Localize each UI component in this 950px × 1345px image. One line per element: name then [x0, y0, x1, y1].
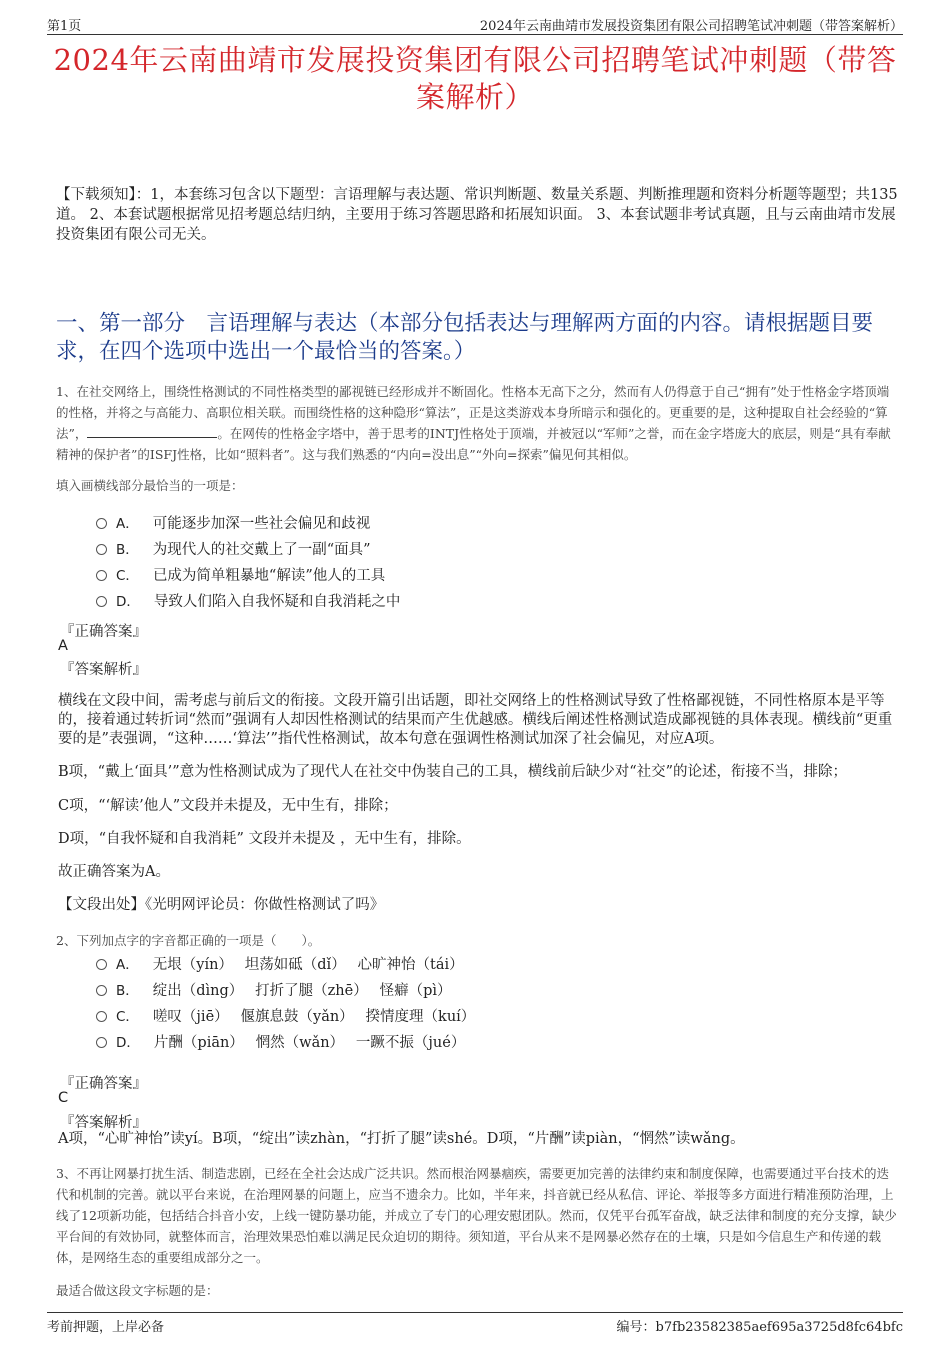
footer-slogan: 考前押题，上岸必备	[47, 1320, 165, 1335]
page-header	[47, 14, 903, 35]
question-1-text: 1、在社交网络上，围绕性格测试的不同性格类型的鄙视链已经形成并不断固化。性格本无高下之分，然而有人仍得意于自己“拥有”处于性格金字塔顶端的性格，并将之与高能力、高职位相关联。而围绕性格的这种隐形“算法”，正是这类游戏本身所暗示和强化的。更重要的是，这种提取自社会经验的“算法”， 。在网传的性格金字塔中，善于思考的INTJ性格处于顶端，并被冠以“军师”之誉，而在金字塔庞大的底层，则是“具有奉献精神的保护者”的ISFJ性格，比如“照料者”。这与我们熟悉的“内向=没出息”“外向=探索”偏见何其相似。	[56, 384, 891, 462]
analysis-label: 『答案解析』	[60, 1115, 147, 1131]
section-heading: 一、第一部分 言语理解与表达（本部分包括表达与理解两方面的内容。请根据题目要求，在四个选项中选出一个最恰当的答案。）	[56, 311, 874, 364]
footer-doc-id: 编号：b7fb23582385aef695a3725d8fc64bfc	[616, 1320, 903, 1335]
header-doc-title: 2024年云南曲靖市发展投资集团有限公司招聘笔试冲刺题（带答案解析）	[479, 19, 903, 34]
question-3-text: 3、不再让网暴打扰生活、制造悲剧，已经在全社会达成广泛共识。然而根治网暴痼疾，需要更加完善的法律约束和制度保障，也需要通过平台技术的迭代和机制的完善。就以平台来说，在治理网暴的问题上，应当不遗余力。比如，半年来，抖音就已经从私信、评论、举报等多方面进行精准预防治理，上线了12项新功能，包括结合抖音小安，上线一键防暴功能，并成立了专门的心理安慰团队。然而，仅凭平台孤军奋战，缺乏法律和制度的充分支撑，缺少平台间的有效协同，就整体而言，治理效果恐怕难以满足民众迫切的期待。须知道，平台从来不是网暴必然存在的土壤，只是如今信息生产和传递的载体，是网络生态的重要组成部分之一。	[56, 1166, 897, 1265]
option-c[interactable]: C． 已成为简单粗暴地“解读”他人的工具	[96, 564, 385, 586]
analysis-paragraph: B项，“戴上‘面具’”意为性格测试成为了现代人在社交中伪装自己的工具，横线前后缺少对“社交”的论述，衔接不当，排除；	[58, 764, 848, 780]
radio-icon[interactable]	[96, 959, 107, 970]
option-d[interactable]: D． 导致人们陷入自我怀疑和自我消耗之中	[96, 590, 400, 612]
radio-icon[interactable]	[96, 985, 107, 996]
radio-icon[interactable]	[96, 1011, 107, 1022]
option-b[interactable]: B． 绽出（dìng） 打折了腿（zhē） 怪癖（pì）	[96, 979, 452, 1001]
correct-answer: C	[58, 1090, 69, 1106]
radio-icon[interactable]	[96, 518, 107, 529]
analysis-paragraph: 横线在文段中间，需考虑与前后文的衔接。文段开篇引出话题，即社交网络上的性格测试导致了性格鄙视链，不同性格原本是平等的，接着通过转折词“然而”强调有人却因性格测试的结果而产生优越感。横线后阐述性格测试造成鄙视链的具体表现。横线前“更重要的是”表强调，“这种……‘算法’”指代性格测试，故本句意在强调性格测试加深了社会偏见，对应A项。	[58, 693, 893, 747]
question-3-prompt: 最适合做这段文字标题的是：	[56, 1283, 219, 1298]
source-citation: 【文段出处】《光明网评论员：你做性格测试了吗》	[58, 897, 385, 913]
question-1-prompt: 填入画横线部分最恰当的一项是：	[56, 478, 244, 493]
document-title: 2024年云南曲靖市发展投资集团有限公司招聘笔试冲刺题（带答案解析）	[53, 43, 897, 114]
correct-answer: A	[58, 638, 68, 654]
correct-answer-label: 『正确答案』	[60, 624, 147, 640]
fill-blank	[87, 425, 217, 438]
analysis-paragraph: D项，“自我怀疑和自我消耗” 文段并未提及 ，无中生有，排除。	[58, 831, 471, 847]
option-b[interactable]: B． 为现代人的社交戴上了一副“面具”	[96, 538, 371, 560]
question-2-text: 2、下列加点字的字音都正确的一项是（ ）。	[56, 933, 321, 948]
radio-icon[interactable]	[96, 544, 107, 555]
radio-icon[interactable]	[96, 570, 107, 581]
page-number: 第1页	[47, 19, 82, 34]
analysis-label: 『答案解析』	[60, 662, 147, 678]
analysis-paragraph: A项，“心旷神怡”读yí。B项，“绽出”读zhàn，“打折了腿”读shé。D项，“片酬”读piàn，“惘然”读wǎng。	[58, 1131, 745, 1147]
radio-icon[interactable]	[96, 1037, 107, 1048]
option-c[interactable]: C． 嗟叹（jiē） 偃旗息鼓（yǎn） 揆情度理（kuí）	[96, 1005, 475, 1027]
analysis-paragraph: 故正确答案为A。	[58, 864, 170, 880]
page-footer	[47, 1312, 903, 1335]
analysis-paragraph: C项，“‘解读’他人”文段并未提及，无中生有，排除；	[58, 798, 398, 814]
download-notice: 【下载须知】：1，本套练习包含以下题型：言语理解与表达题、常识判断题、数量关系题、判断推理题和资料分析题等题型；共135道。 2、本套试题根据常见招考题总结归纳，主要用于练习答题思路和拓展知识面。 3、本套试题非考试真题，且与云南曲靖市发展投资集团有限公司无关。	[56, 187, 898, 243]
option-d[interactable]: D． 片酬（piān） 惘然（wǎn） 一蹶不振（jué）	[96, 1031, 465, 1053]
option-a[interactable]: A． 无垠（yín） 坦荡如砥（dǐ） 心旷神怡（tái）	[96, 953, 464, 975]
correct-answer-label: 『正确答案』	[60, 1076, 147, 1092]
option-a[interactable]: A． 可能逐步加深一些社会偏见和歧视	[96, 512, 370, 534]
radio-icon[interactable]	[96, 596, 107, 607]
